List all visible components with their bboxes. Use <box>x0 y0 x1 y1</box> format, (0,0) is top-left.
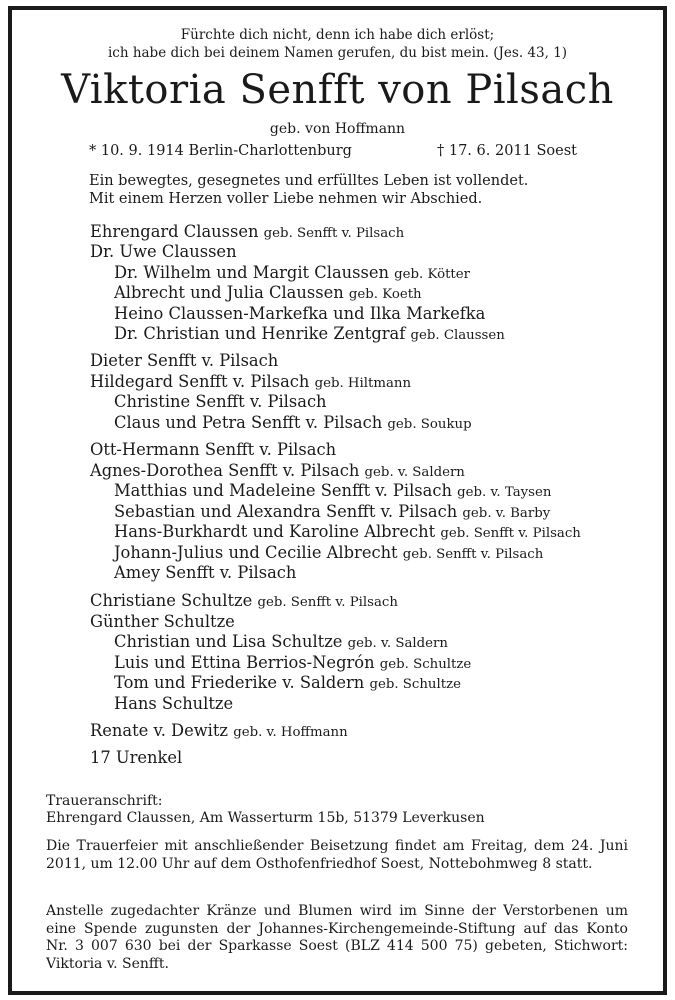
mourner-name: Claus und Petra Senfft v. Pilsach <box>114 413 383 432</box>
mourner-line <box>114 413 472 435</box>
mourner-name: Ehrengard Claussen <box>90 222 259 241</box>
mourner-name: Amey Senfft v. Pilsach <box>114 563 297 582</box>
intro-line-1: Ein bewegtes, gesegnetes und erfülltes Leben ist vollendet. <box>89 173 529 189</box>
mourner-name: Christiane Schultze <box>90 591 253 610</box>
mourner-line <box>90 440 336 460</box>
mourner-nee: geb. Schultze <box>369 677 461 692</box>
mourner-name: Dieter Senfft v. Pilsach <box>90 351 279 370</box>
mourner-line <box>114 263 470 285</box>
bible-verse-line-2: ich habe dich bei deinem Namen gerufen, du bist mein. (Jes. 43, 1) <box>107 45 568 61</box>
mourner-line <box>90 461 465 483</box>
deceased-name: Viktoria Senfft von Pilsach <box>61 67 614 113</box>
mourner-line <box>114 502 550 524</box>
mourner-name: Tom und Friederike v. Saldern <box>114 673 365 692</box>
mourner-name: Christian und Lisa Schultze <box>114 632 343 651</box>
mourner-line <box>90 612 235 632</box>
intro-line-2: Mit einem Herzen voller Liebe nehmen wir Abschied. <box>89 191 483 207</box>
mourner-nee: geb. v. Saldern <box>347 636 448 651</box>
mourner-name: Agnes-Dorothea Senfft v. Pilsach <box>90 461 360 480</box>
address-label: Traueranschrift: <box>46 793 163 809</box>
bible-verse-line-1: Fürchte dich nicht, denn ich habe dich erlöst; <box>180 27 495 43</box>
mourner-line <box>90 351 278 371</box>
mourner-line <box>114 481 551 503</box>
mourner-line <box>114 563 296 583</box>
mourner-name: Albrecht und Julia Claussen <box>114 283 344 302</box>
mourner-line <box>114 673 461 695</box>
mourner-name: Dr. Christian und Henrike Zentgraf <box>114 324 406 343</box>
mourner-nee: geb. v. Hoffmann <box>233 725 348 740</box>
mourner-line <box>90 591 398 613</box>
mourner-line <box>114 304 485 324</box>
mourner-name: Luis und Ettina Berrios-Negrón <box>114 653 375 672</box>
mourner-nee: geb. Kötter <box>394 267 470 282</box>
mourner-nee: geb. Senfft v. Pilsach <box>257 595 398 610</box>
mourner-name: Renate v. Dewitz <box>90 721 229 740</box>
mourner-name: Matthias und Madeleine Senfft v. Pilsach <box>114 481 452 500</box>
mourner-nee: geb. Koeth <box>348 287 422 302</box>
mourner-nee: geb. Claussen <box>410 328 505 343</box>
mourner-name: Günther Schultze <box>90 612 235 631</box>
mourner-nee: geb. v. Taysen <box>457 485 552 500</box>
mourner-name: 17 Urenkel <box>90 748 183 767</box>
funeral-paragraph: Die Trauerfeier mit anschließender Beisetzung findet am Freitag, dem 24. Juni 2011, um 12.00 Uhr auf dem Osthofenfriedhof Soest, Nottebohmweg 8 statt. <box>46 838 628 872</box>
great-grandchildren-line <box>90 748 182 768</box>
mourner-nee: geb. Hiltmann <box>314 376 412 391</box>
mourner-nee: geb. Soukup <box>387 417 472 432</box>
mourner-name: Hildegard Senfft v. Pilsach <box>90 372 310 391</box>
mourner-name: Hans Schultze <box>114 694 234 713</box>
death-date: † 17. 6. 2011 Soest <box>437 143 577 159</box>
mourner-name: Dr. Uwe Claussen <box>90 242 237 261</box>
mourner-line <box>114 283 422 305</box>
mourner-name: Dr. Wilhelm und Margit Claussen <box>114 263 389 282</box>
mourner-name: Christine Senfft v. Pilsach <box>114 392 327 411</box>
mourner-name: Sebastian und Alexandra Senfft v. Pilsach <box>114 502 458 521</box>
mourner-nee: geb. v. Barby <box>462 506 551 521</box>
mourner-name: Ott-Hermann Senfft v. Pilsach <box>90 440 337 459</box>
mourner-nee: geb. v. Saldern <box>364 465 465 480</box>
mourner-line <box>114 392 327 412</box>
mourner-line <box>114 543 543 565</box>
mourner-line <box>114 694 233 714</box>
mourner-line <box>114 653 471 675</box>
birth-date: * 10. 9. 1914 Berlin-Charlottenburg <box>89 143 352 159</box>
mourner-line <box>90 372 411 394</box>
mourner-nee: geb. Senfft v. Pilsach <box>440 526 581 541</box>
mourner-line <box>90 721 348 743</box>
mourner-line <box>114 632 448 654</box>
birth-name: geb. von Hoffmann <box>269 121 406 137</box>
mourner-name: Hans-Burkhardt und Karoline Albrecht <box>114 522 436 541</box>
donation-paragraph: Anstelle zugedachter Kränze und Blumen wird im Sinne der Verstorbenen um eine Spende zugunsten der Johannes-Kirchengemeinde-Stiftung auf das Konto Nr. 3 007 630 bei der Sparkasse Soest (BLZ 414 500 75) gebeten, Stichwort: Viktoria v. Senfft. <box>46 903 628 972</box>
mourner-line <box>90 222 404 244</box>
mourner-nee: geb. Senfft v. Pilsach <box>402 547 544 562</box>
mourner-nee: geb. Schultze <box>379 657 472 672</box>
mourner-name: Heino Claussen-Markefka und Ilka Markefka <box>114 304 486 323</box>
mourner-line <box>114 324 505 346</box>
mourner-line <box>114 522 581 544</box>
mourner-nee: geb. Senfft v. Pilsach <box>263 226 405 241</box>
address-line: Ehrengard Claussen, Am Wasserturm 15b, 51379 Leverkusen <box>46 810 485 826</box>
mourner-name: Johann-Julius und Cecilie Albrecht <box>114 543 398 562</box>
mourner-line <box>90 242 237 262</box>
